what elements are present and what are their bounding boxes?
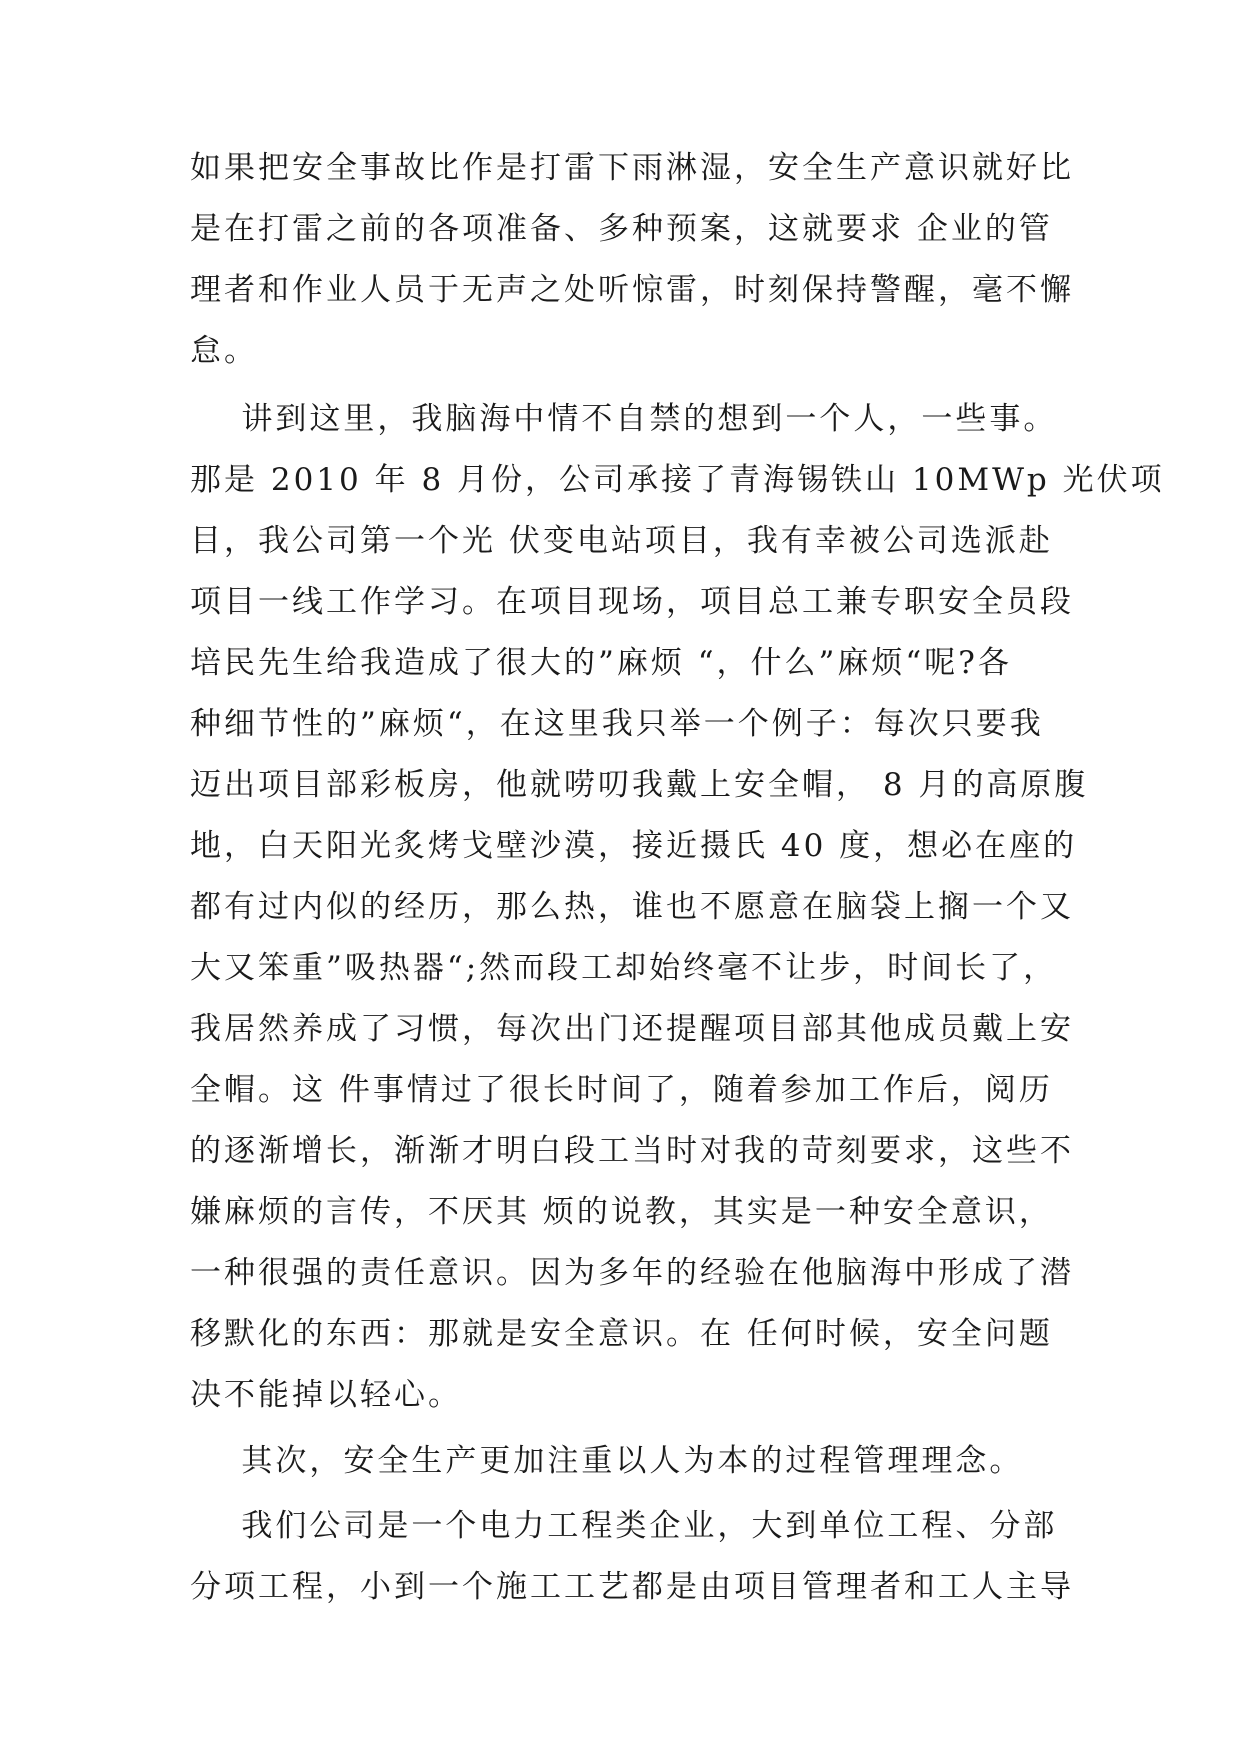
text-line: 种细节性的”麻烦“，在这里我只举一个例子：每次只要我 (190, 706, 1044, 742)
text-line: 如果把安全事故比作是打雷下雨淋湿，安全生产意识就好比 (190, 150, 1074, 186)
text-line: 理者和作业人员于无声之处听惊雷，时刻保持警醒，毫不懈 (190, 272, 1074, 308)
text-line: 讲到这里，我脑海中情不自禁的想到一个人，一些事。 (190, 401, 1058, 437)
text-line: 迈出项目部彩板房，他就唠叨我戴上安全帽， 8 月的高原腹 (190, 767, 1089, 803)
text-line: 的逐渐增长，渐渐才明白段工当时对我的苛刻要求，这些不 (190, 1133, 1074, 1169)
text-line: 大又笨重”吸热器“;然而段工却始终毫不让步，时间长了， (190, 950, 1058, 986)
text-line: 一种很强的责任意识。因为多年的经验在他脑海中形成了潜 (190, 1255, 1074, 1291)
text-line: 我居然养成了习惯，每次出门还提醒项目部其他成员戴上安 (190, 1011, 1074, 1047)
text-line: 地，白天阳光炙烤戈壁沙漠，接近摄氏 40 度，想必在座的 (190, 828, 1078, 864)
text-line: 项目一线工作学习。在项目现场，项目总工兼专职安全员段 (190, 584, 1074, 620)
text-line: 移默化的东西：那就是安全意识。在 任何时候，安全问题 (190, 1316, 1053, 1352)
text-line: 决不能掉以轻心。 (190, 1377, 462, 1413)
text-line: 怠。 (190, 333, 258, 369)
text-line: 我们公司是一个电力工程类企业，大到单位工程、分部 (190, 1508, 1058, 1544)
text-line: 是在打雷之前的各项准备、多种预案，这就要求 企业的管 (190, 211, 1053, 247)
text-line: 分项工程，小到一个施工工艺都是由项目管理者和工人主导 (190, 1569, 1074, 1605)
text-line: 目，我公司第一个光 伏变电站项目，我有幸被公司选派赴 (190, 523, 1053, 559)
text-line: 嫌麻烦的言传，不厌其 烦的说教，其实是一种安全意识， (190, 1194, 1053, 1230)
text-line: 其次，安全生产更加注重以人为本的过程管理理念。 (190, 1443, 1024, 1479)
text-line: 那是 2010 年 8 月份，公司承接了青海锡铁山 10MWp 光伏项 (190, 462, 1165, 498)
text-line: 都有过内似的经历，那么热，谁也不愿意在脑袋上搁一个又 (190, 889, 1074, 925)
text-line: 全帽。这 件事情过了很长时间了，随着参加工作后，阅历 (190, 1072, 1053, 1108)
text-line: 培民先生给我造成了很大的”麻烦 “，什么”麻烦“呢?各 (190, 645, 1012, 681)
